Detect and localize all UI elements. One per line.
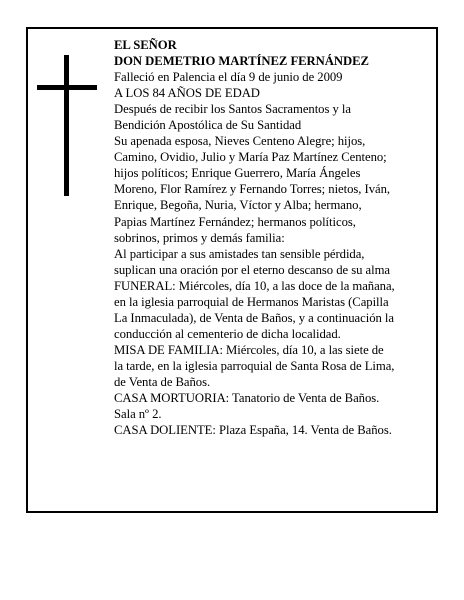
cross-vertical-bar <box>64 55 69 196</box>
age-line: A LOS 84 AÑOS DE EDAD <box>114 86 260 101</box>
family-line: Su apenada esposa, Nieves Centeno Alegre; hijos, <box>114 134 366 149</box>
family-home-line: CASA DOLIENTE: Plaza España, 14. Venta de Baños. <box>114 423 392 438</box>
funeral-line: conducción al cementerio de dicha localidad. <box>114 326 341 341</box>
funeral-line: FUNERAL: Miércoles, día 10, a las doce de la mañana, <box>114 278 395 293</box>
sacraments-line: Después de recibir los Santos Sacramentos y la <box>114 102 351 117</box>
cross-horizontal-bar <box>37 85 97 90</box>
family-line: hijos políticos; Enrique Guerrero, María Ángeles <box>114 166 361 181</box>
mortuary-line: Sala nº 2. <box>114 407 162 422</box>
funeral-line: en la iglesia parroquial de Hermanos Maristas (Capilla <box>114 294 389 309</box>
prayer-request-line: Al participar a sus amistades tan sensible pérdida, <box>114 246 365 261</box>
family-line: Moreno, Flor Ramírez y Fernando Torres; nietos, Iván, <box>114 182 390 197</box>
obituary-text <box>114 37 432 438</box>
family-mass-line: MISA DE FAMILIA: Miércoles, día 10, a las siete de <box>114 342 384 357</box>
family-mass-line: de Venta de Baños. <box>114 374 211 389</box>
family-line: sobrinos, primos y demás familia: <box>114 230 285 245</box>
prayer-request-line: suplican una oración por el eterno descanso de su alma <box>114 262 390 277</box>
funeral-line: La Inmaculada), de Venta de Baños, y a continuación la <box>114 310 394 325</box>
death-place-date: Falleció en Palencia el día 9 de junio de 2009 <box>114 70 343 85</box>
family-mass-line: la tarde, en la iglesia parroquial de Santa Rosa de Lima, <box>114 358 395 373</box>
family-line: Camino, Ovidio, Julio y María Paz Martínez Centeno; <box>114 150 387 165</box>
family-line: Papias Martínez Fernández; hermanos políticos, <box>114 214 356 229</box>
family-line: Enrique, Begoña, Nuria, Víctor y Alba; hermano, <box>114 198 362 213</box>
sacraments-line: Bendición Apostólica de Su Santidad <box>114 118 302 133</box>
mortuary-line: CASA MORTUORIA: Tanatorio de Venta de Baños. <box>114 391 380 406</box>
title-line: EL SEÑOR <box>114 38 177 52</box>
deceased-name: DON DEMETRIO MARTÍNEZ FERNÁNDEZ <box>114 54 369 69</box>
